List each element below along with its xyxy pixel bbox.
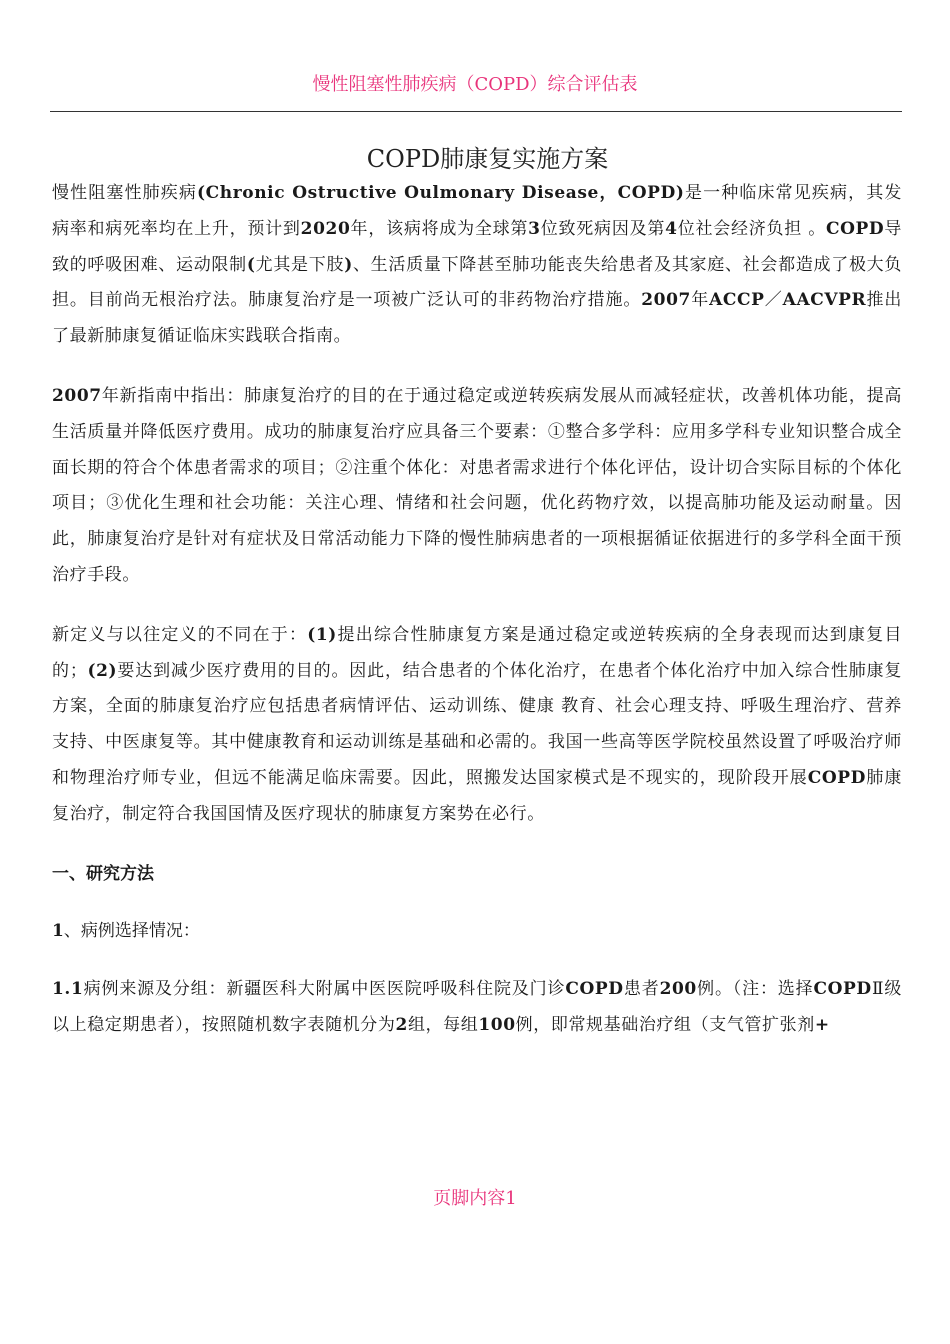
text-run: COPD [807, 767, 867, 788]
text-run: 新定义与以往定义的不同在于： [52, 624, 308, 645]
paragraph-case-source [52, 972, 902, 1044]
text-run: ( [246, 254, 256, 275]
text-run: 200 [659, 979, 697, 1000]
text-run: COPD [825, 218, 885, 239]
text-run: 例，即常规基础治疗组（支气管扩张剂 [515, 1014, 815, 1035]
text-run: Ⅱ级以上稳定期患者），按照随机数字表随机分为 [52, 979, 903, 1035]
text-run: (1) [307, 624, 337, 645]
text-run: 4 [665, 218, 678, 239]
text-run: AACVPR [782, 290, 867, 311]
text-run: 、病例选择情况： [63, 921, 200, 942]
text-run: COPD [813, 979, 872, 1000]
text-run: 年 [690, 290, 710, 311]
text-run: 位致死病因及第 [540, 218, 666, 239]
section-heading: 一、研究方法 [52, 863, 154, 884]
text-run: 100 [478, 1014, 516, 1035]
text-run: 2020 [300, 218, 351, 239]
text-run: 推出了最新肺康复循证临床实践联合指南。 [52, 290, 902, 347]
text-run: 2 [395, 1014, 408, 1035]
text-run: 患者 [623, 979, 660, 1000]
header-divider [50, 111, 902, 112]
page-header: 慢性阻塞性肺疾病（COPD）综合评估表 [312, 74, 638, 95]
text-run: 年新指南中指出：肺康复治疗的目的在于通过稳定或逆转疾病发展从而减轻症状，改善机体功能，提高生活质量并降低医疗费用。成功的肺康复治疗应具备三个要素：①整合多学科：应用多学科专业知识整合成全面长期的符合个体患者需求的项目；②注重个体化：对患者需求进行个体化评估，设计切合实际目标的个体化项目；③优化生理和社会功能：关注心理、情绪和社会问题，优化药物疗效，以提高肺功能及运动耐量。因此，肺康复治疗是针对有症状及日常活动能力下降的慢性肺病患者的一项根据循证依据进行的多学科全面干预治疗手段。 [52, 385, 902, 585]
text-run: ) [344, 254, 353, 275]
paragraph-guideline [52, 379, 902, 594]
text-run: ／ [764, 290, 783, 311]
subsection-heading [52, 914, 902, 950]
text-run: 例。（注：选择 [696, 979, 814, 1000]
text-run: 病例来源及分组：新疆医科大附属中医医院呼吸科住院及门诊 [83, 979, 566, 1000]
text-run: 1.1 [52, 979, 84, 1000]
paragraph-intro [52, 176, 902, 355]
text-run: 1 [52, 921, 64, 942]
text-run: 肺康复治疗，制定符合我国国情及医疗现状的肺康复方案势在必行。 [52, 767, 903, 824]
page-footer: 页脚内容1 [433, 1188, 517, 1209]
text-run: 提出综合性肺康复方案是通过稳定或逆转疾病的全身表现而达到康复目的； [52, 624, 902, 681]
text-run: 位社会经济负担 。 [677, 218, 826, 239]
document-title: COPD肺康复实施方案 [366, 145, 609, 173]
text-run: 组，每组 [407, 1014, 479, 1035]
text-run: ACCP [709, 290, 765, 311]
text-run: 尤其是下肢 [255, 254, 345, 275]
text-run: 慢性阻塞性肺疾病 [52, 183, 197, 203]
text-run: 导致的呼吸困难、运动限制 [52, 218, 902, 275]
text-run: 2007 [52, 385, 102, 406]
document-body [52, 176, 902, 1068]
text-run: 是一种临床常见疾病，其发病率和病死率均在上升，预计到 [52, 183, 902, 239]
text-run: 年，该病将成为全球第 [350, 218, 529, 239]
text-run: 2007 [641, 290, 691, 311]
paragraph-definition [52, 618, 902, 833]
text-run: 3 [528, 218, 541, 239]
text-run: + [814, 1014, 830, 1035]
text-run: (Chronic Ostructive Oulmonary Disease，COPD) [196, 183, 685, 203]
text-run: 、生活质量下降甚至肺功能丧失给患者及其家庭、社会都造成了极大负担。目前尚无根治疗法。肺康复治疗是一项被广泛认可的非药物治疗措施。 [52, 254, 902, 311]
text-run: 要达到减少医疗费用的目的。因此，结合患者的个体化治疗，在患者个体化治疗中加入综合性肺康复方案，全面的肺康复治疗应包括患者病情评估、运动训练、健康 教育、社会心理支持、呼吸生理治疗、营养支持、中医康复等。其中健康教育和运动训练是基础和必需的。我国一些高等医学院校虽然设置了呼吸治疗师和物理治疗师专业，但远不能满足临床需要。因此，照搬发达国家模式是不现实的，现阶段开展 [52, 660, 902, 788]
text-run: COPD [565, 979, 624, 1000]
text-run: (2) [87, 660, 118, 681]
